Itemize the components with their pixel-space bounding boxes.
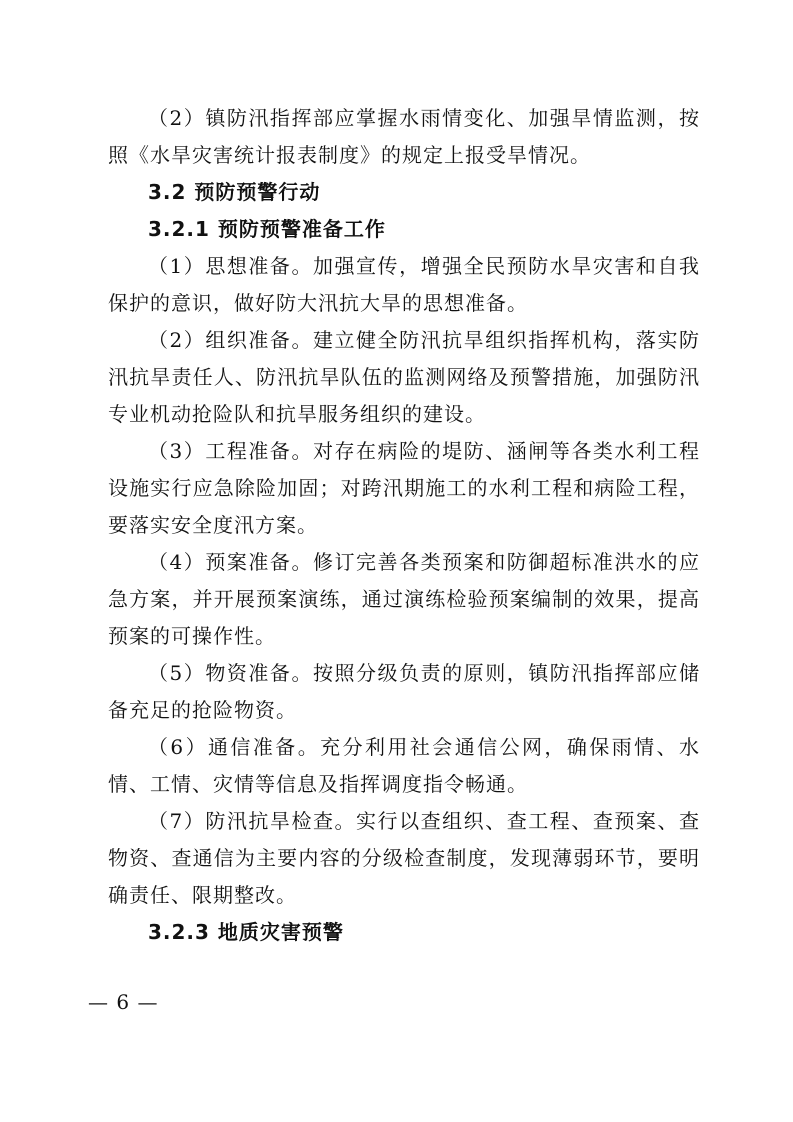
subsection-heading: 3.2.3 地质灾害预警 — [148, 920, 344, 944]
paragraph: （6）通信准备。充分利用社会通信公网，确保雨情、水情、工情、灾情等信息及指挥调度指令畅通。 — [108, 735, 700, 796]
page-number: — 6 — — [88, 990, 159, 1014]
subsection-heading: 3.2.1 预防预警准备工作 — [148, 217, 386, 241]
paragraph: （3）工程准备。对存在病险的堤防、涵闸等各类水利工程设施实行应急除险加固；对跨汛期施工的水利工程和病险工程，要落实安全度汛方案。 — [108, 439, 700, 537]
paragraph: （1）思想准备。加强宣传，增强全民预防水旱灾害和自我保护的意识，做好防大汛抗大旱的思想准备。 — [108, 254, 700, 315]
paragraph: （2）组织准备。建立健全防汛抗旱组织指挥机构，落实防汛抗旱责任人、防汛抗旱队伍的监测网络及预警措施，加强防汛专业机动抢险队和抗旱服务组织的建设。 — [108, 328, 700, 426]
document-body — [108, 100, 700, 951]
paragraph: （5）物资准备。按照分级负责的原则，镇防汛指挥部应储备充足的抢险物资。 — [108, 661, 700, 722]
paragraph: （2）镇防汛指挥部应掌握水雨情变化、加强旱情监测，按照《水旱灾害统计报表制度》的规定上报受旱情况。 — [108, 106, 700, 167]
paragraph: （4）预案准备。修订完善各类预案和防御超标准洪水的应急方案，并开展预案演练，通过演练检验预案编制的效果，提高预案的可操作性。 — [108, 550, 700, 648]
paragraph: （7）防汛抗旱检查。实行以查组织、查工程、查预案、查物资、查通信为主要内容的分级检查制度，发现薄弱环节，要明确责任、限期整改。 — [108, 809, 700, 907]
section-heading: 3.2 预防预警行动 — [148, 180, 321, 204]
